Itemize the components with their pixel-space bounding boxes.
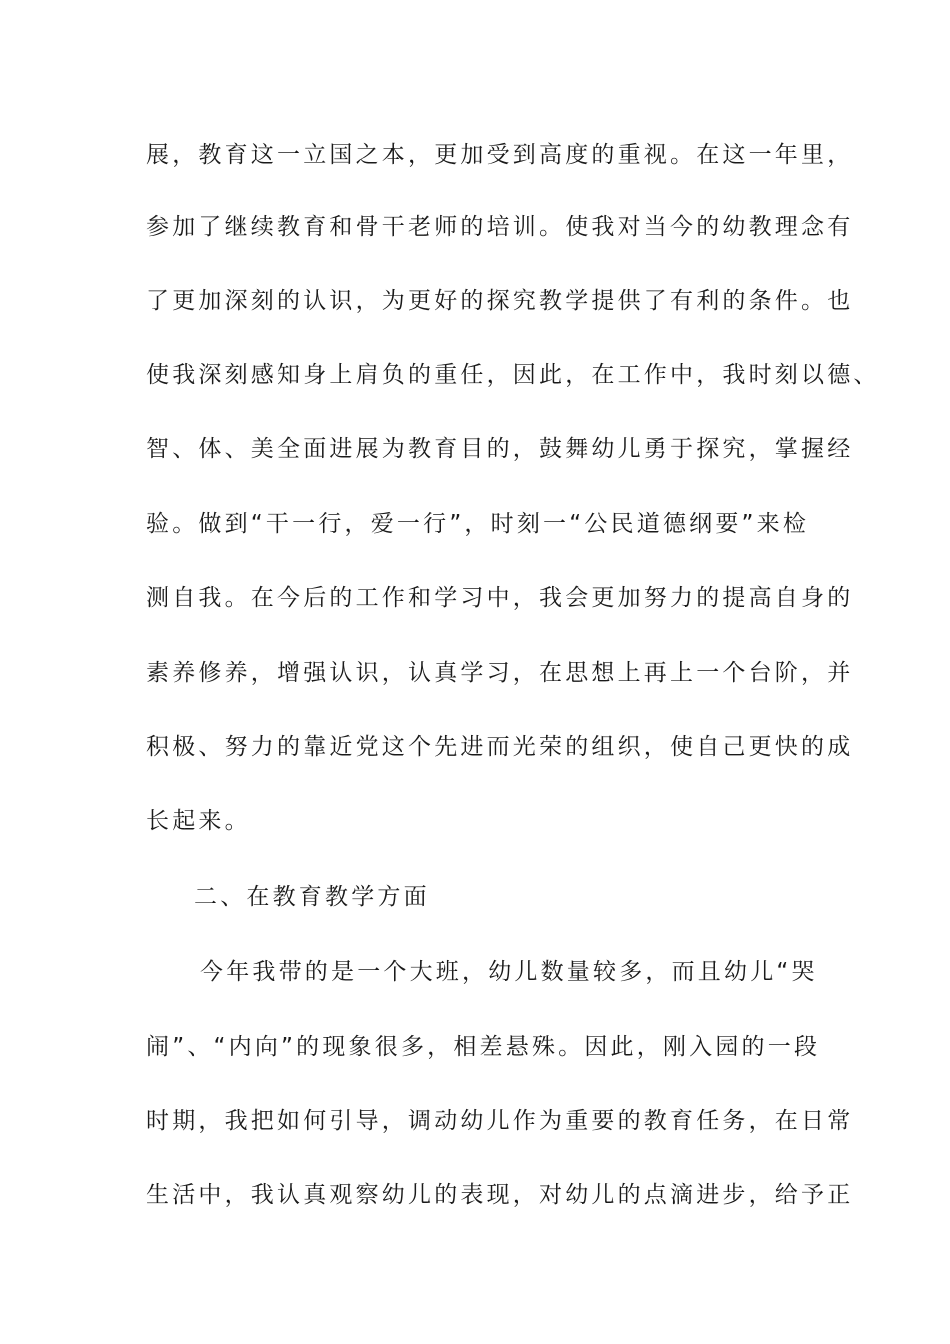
text-line-8: 素养修养，增强认识，认真学习，在思想上再上一个台阶，并 <box>146 660 854 686</box>
text-line-13: 闹”、“内向”的现象很多，相差悬殊。因此，刚入园的一段 <box>146 1034 821 1060</box>
text-line-3: 了更加深刻的认识，为更好的探究教学提供了有利的条件。也 <box>146 288 854 314</box>
text-line-5: 智、体、美全面进展为教育目的，鼓舞幼儿勇于探究，掌握经 <box>146 436 854 462</box>
section-heading: 二、在教育教学方面 <box>194 884 430 910</box>
text-line-10: 长起来。 <box>146 808 251 834</box>
text-line-12: 今年我带的是一个大班，幼儿数量较多，而且幼儿“哭 <box>200 959 818 985</box>
text-line-6: 验。做到“干一行，爱一行”，时刻一“公民道德纲要”来检 <box>146 511 810 537</box>
text-line-1: 展，教育这一立国之本，更加受到高度的重视。在这一年里， <box>146 142 854 168</box>
text-line-7: 测自我。在今后的工作和学习中，我会更加努力的提高自身的 <box>146 585 854 611</box>
text-line-14: 时期，我把如何引导，调动幼儿作为重要的教育任务，在日常 <box>146 1108 854 1134</box>
text-line-4: 使我深刻感知身上肩负的重任，因此，在工作中，我时刻以德、 <box>146 362 880 388</box>
text-line-15: 生活中，我认真观察幼儿的表现，对幼儿的点滴进步，给予正 <box>146 1182 854 1208</box>
text-line-9: 积极、努力的靠近党这个先进而光荣的组织，使自己更快的成 <box>146 734 854 760</box>
text-line-2: 参加了继续教育和骨干老师的培训。使我对当今的幼教理念有 <box>146 214 854 240</box>
